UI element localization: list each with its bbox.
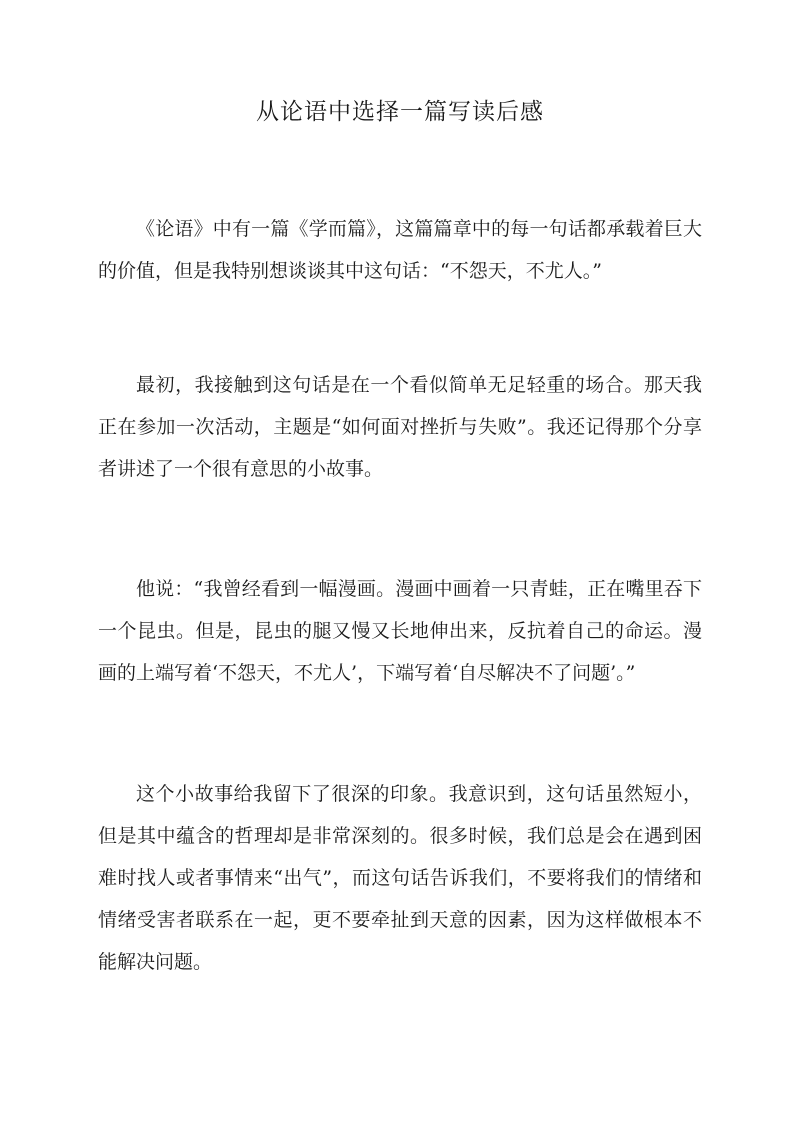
paragraph-1: 《论语》中有一篇《学而篇》，这篇篇章中的每一句话都承载着巨大的价值，但是我特别想谈谈其中这句话：“不怨天，不尤人。”: [98, 218, 702, 282]
paragraph-4: 这个小故事给我留下了很深的印象。我意识到，这句话虽然短小，但是其中蕴含的哲理却是非常深刻的。很多时候，我们总是会在遇到困难时找人或者事情来“出气”，而这句话告诉我们，不要将我们的情绪和情绪受害者联系在一起，更不要牵扯到天意的因素，因为这样做根本不能解决问题。: [98, 783, 702, 973]
paragraph-3: 他说：“我曾经看到一幅漫画。漫画中画着一只青蛙，正在嘴里吞下一个昆虫。但是，昆虫的腿又慢又长地伸出来，反抗着自己的命运。漫画的上端写着‘不怨天，不尤人’，下端写着‘自尽解决不了问题’。”: [98, 578, 702, 684]
paragraph-2: 最初，我接触到这句话是在一个看似简单无足轻重的场合。那天我正在参加一次活动，主题是“如何面对挫折与失败”。我还记得那个分享者讲述了一个很有意思的小故事。: [98, 374, 702, 480]
document-title: 从论语中选择一篇写读后感: [256, 99, 544, 125]
